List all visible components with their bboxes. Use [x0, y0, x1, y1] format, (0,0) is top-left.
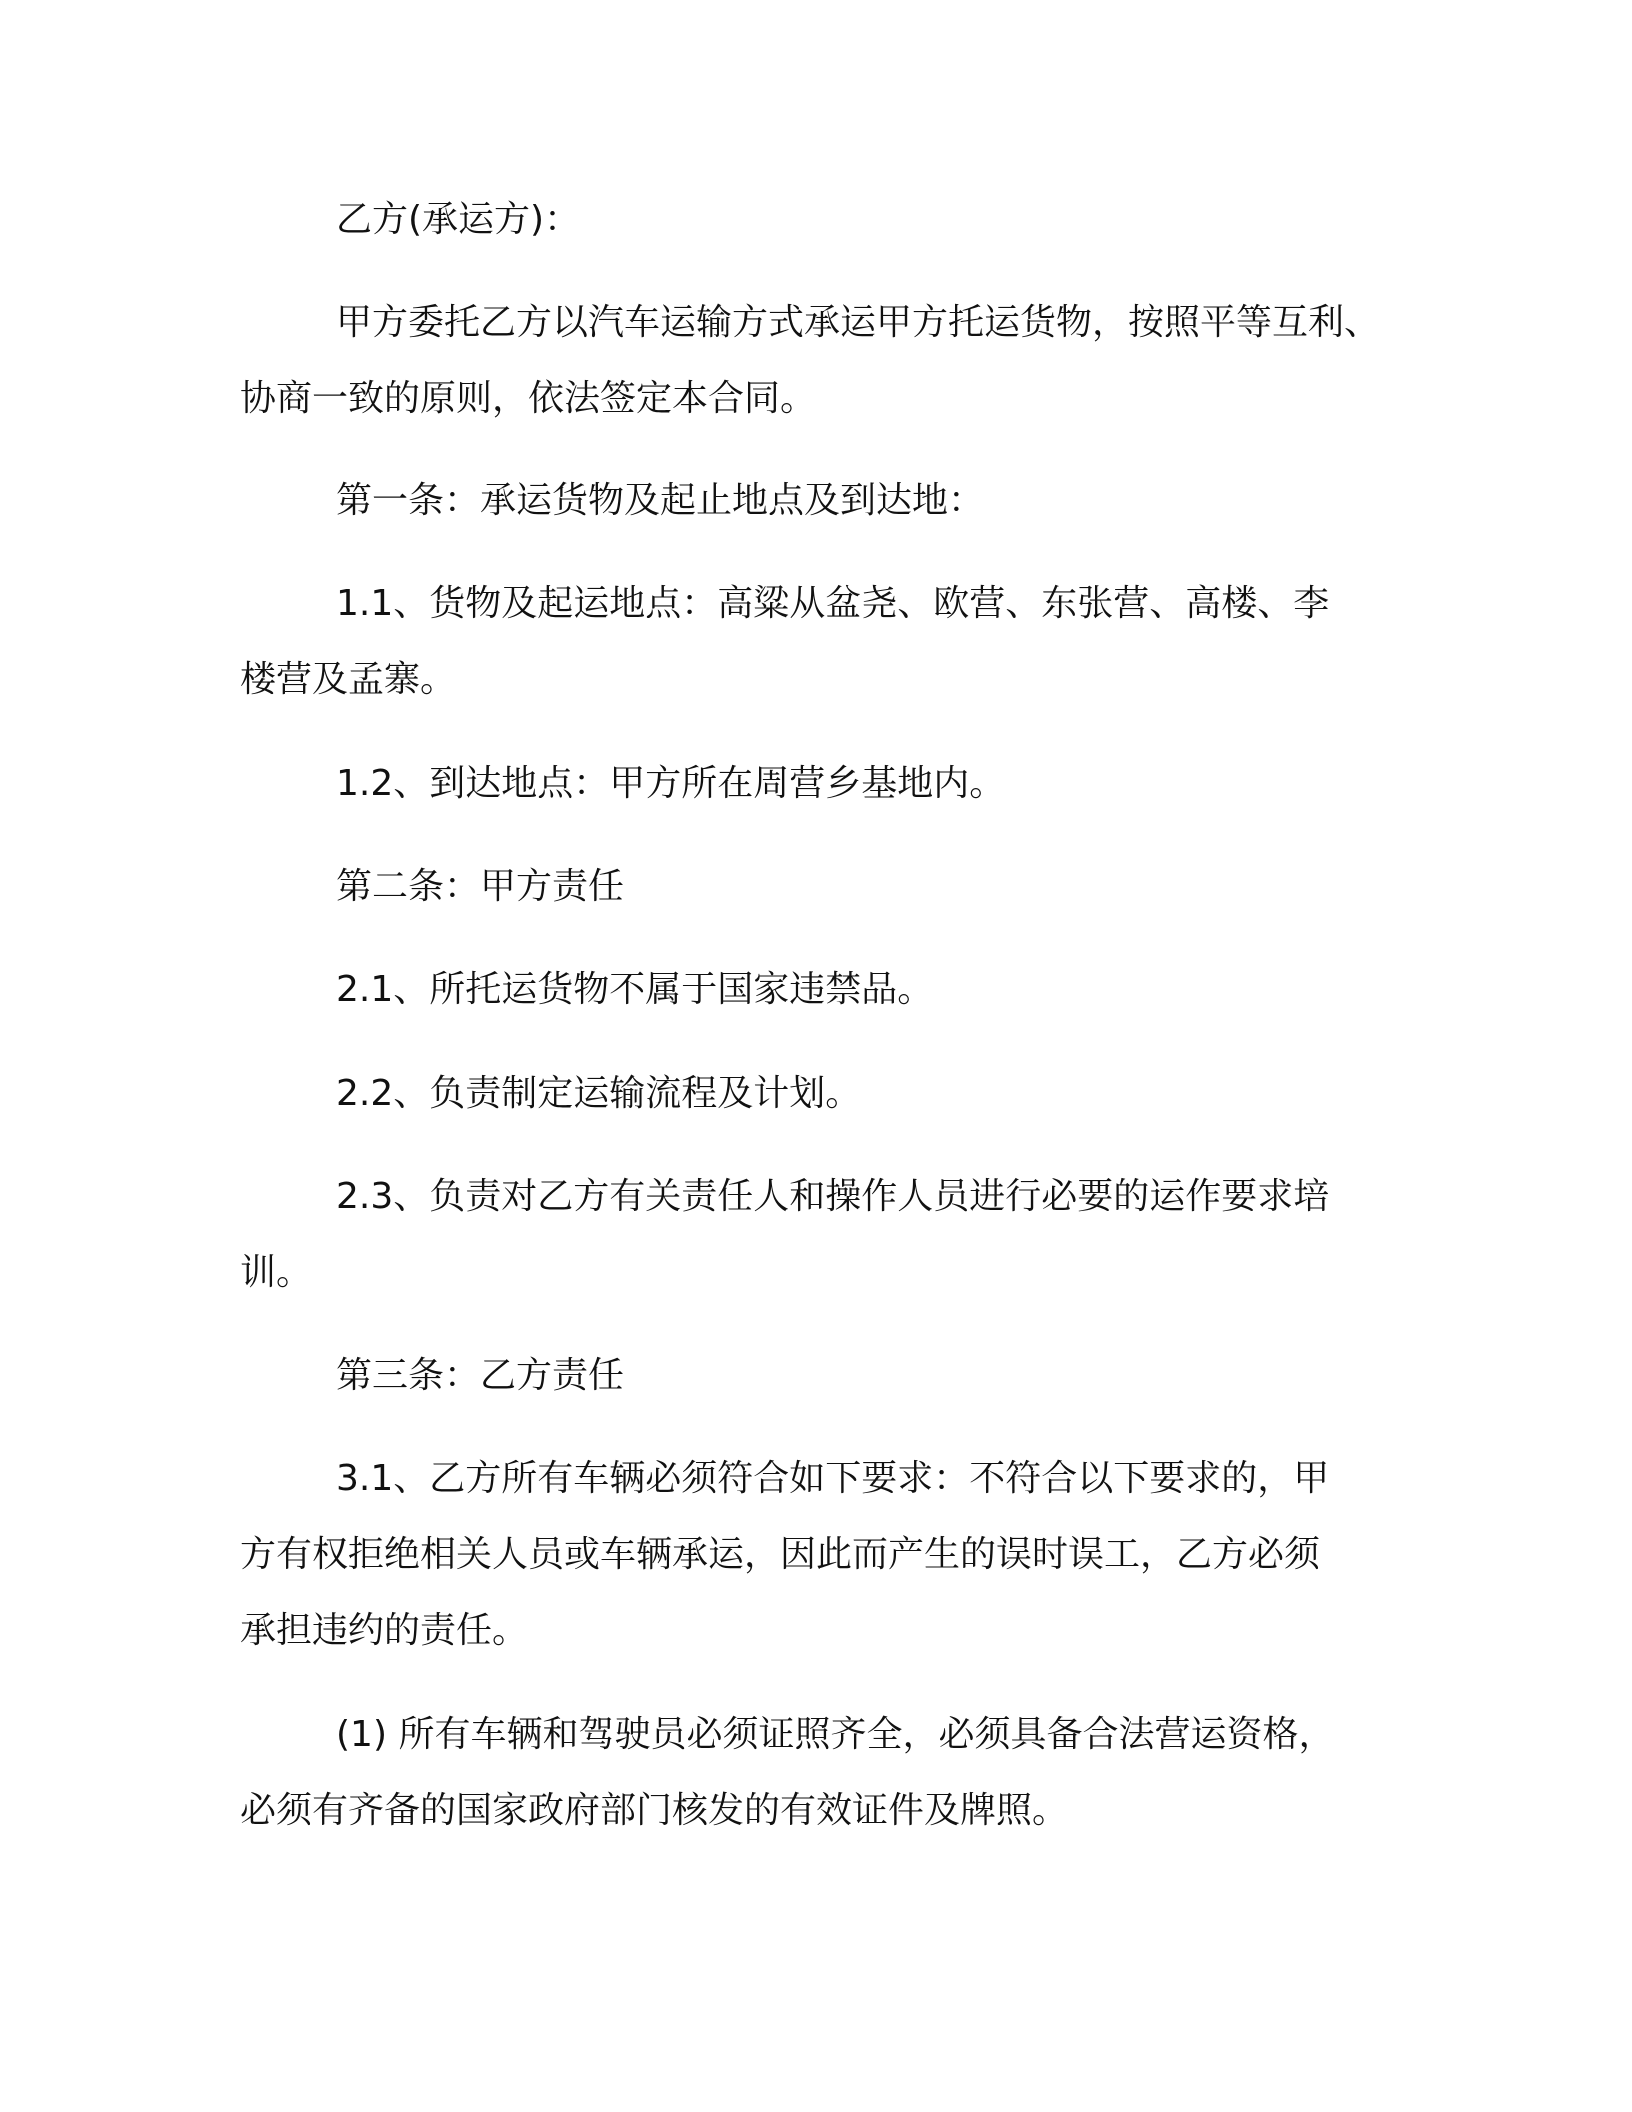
- text-line: 承担违约的责任。: [240, 1610, 529, 1651]
- clause-3-1-item-1: [240, 1697, 1410, 1849]
- text-line: 第一条：承运货物及起止地点及到达地：: [336, 480, 985, 521]
- clause-2-2: [240, 1056, 1410, 1132]
- text-line: 协商一致的原则，依法签定本合同。: [240, 378, 817, 419]
- text-line: 3.1、乙方所有车辆必须符合如下要求：不符合以下要求的，甲: [336, 1458, 1330, 1499]
- text-line: 第三条：乙方责任: [336, 1355, 625, 1396]
- text-line: (1) 所有车辆和驾驶员必须证照齐全，必须具备合法营运资格，: [336, 1714, 1335, 1755]
- text-line: 方有权拒绝相关人员或车辆承运，因此而产生的误时误工，乙方必须: [240, 1534, 1321, 1575]
- clause-3-1: [240, 1441, 1410, 1669]
- heading-article-2: [240, 849, 1410, 925]
- text-line: 1.1、货物及起运地点：高粱从盆尧、欧营、东张营、高楼、李: [336, 583, 1330, 624]
- text-line: 第二条：甲方责任: [336, 866, 625, 907]
- clause-2-3: [240, 1159, 1410, 1311]
- text-line: 1.2、到达地点：甲方所在周营乡基地内。: [336, 763, 1006, 804]
- heading-article-1: [240, 463, 1410, 539]
- clause-2-1: [240, 952, 1410, 1028]
- text-line: 乙方(承运方)：: [336, 199, 581, 240]
- paragraph-party-b: [240, 182, 1410, 258]
- clause-1-1: [240, 566, 1410, 718]
- heading-article-3: [240, 1338, 1410, 1414]
- text-line: 楼营及孟寨。: [240, 659, 457, 700]
- text-line: 2.3、负责对乙方有关责任人和操作人员进行必要的运作要求培: [336, 1176, 1330, 1217]
- clause-1-2: [240, 746, 1410, 822]
- text-line: 2.1、所托运货物不属于国家违禁品。: [336, 969, 934, 1010]
- text-line: 必须有齐备的国家政府部门核发的有效证件及牌照。: [240, 1790, 1069, 1831]
- paragraph-intro: [240, 285, 1410, 437]
- text-line: 2.2、负责制定运输流程及计划。: [336, 1073, 862, 1114]
- text-line: 甲方委托乙方以汽车运输方式承运甲方托运货物，按照平等互利、: [336, 302, 1381, 343]
- text-line: 训。: [240, 1252, 313, 1293]
